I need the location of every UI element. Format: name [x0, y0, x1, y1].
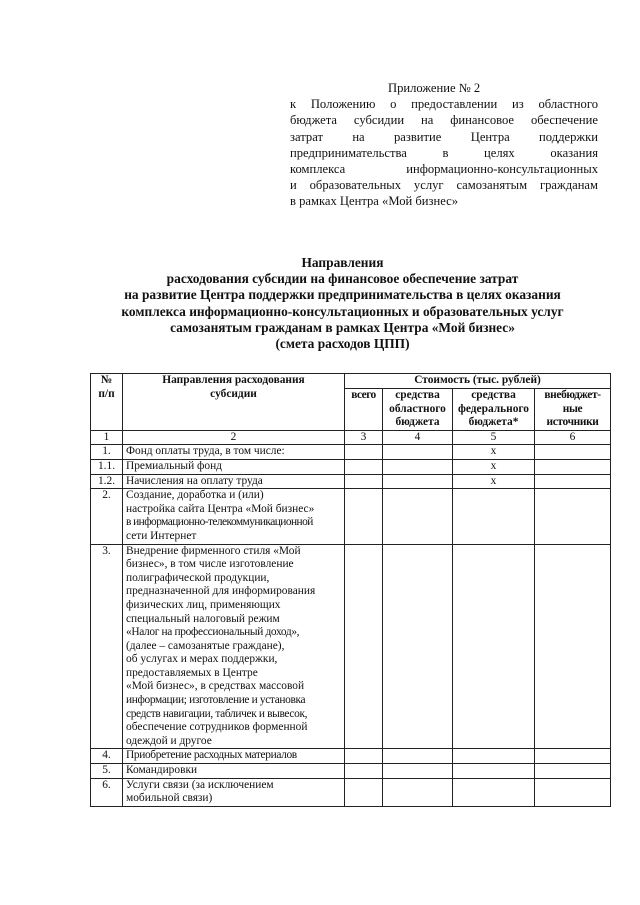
cell-federal [453, 764, 535, 779]
col-number: 1 [91, 430, 123, 445]
cell-federal [453, 778, 535, 806]
header-extra: внебюджет- ные источники [535, 389, 611, 431]
cell-extra [535, 778, 611, 806]
appendix-line: к Положению о предоставлении из областного [290, 97, 598, 112]
cell-regional [383, 489, 453, 544]
row-number: 5. [91, 764, 123, 779]
heading-line: (смета расходов ЦПП) [275, 336, 410, 352]
col-number: 5 [453, 430, 535, 445]
row-description: Внедрение фирменного стиля «Мой бизнес», в том числе изготовление полиграфической продукции, предназначенной для информирования физических лиц, применяющих специальный налоговый режим «Налог на профессиональный доход», (далее – самозанятые граждане), об услугах и мерах поддержки, предоставляемых в Центре «Мой бизнес», в средствах массовой информации; изготовление и установка средств навигации, табличек и вывесок, обеспечение сотрудников форменной одеждой и другое [123, 544, 345, 749]
row-number: 4. [91, 749, 123, 764]
cell-federal: x [453, 445, 535, 460]
table-row [91, 544, 611, 749]
heading-line: комплекса информационно-консультационных и образовательных услуг [121, 303, 564, 319]
table-row [91, 489, 611, 544]
cell-federal [453, 489, 535, 544]
cell-extra [535, 445, 611, 460]
row-description: Начисления на оплату труда [123, 474, 345, 489]
row-number: 2. [91, 489, 123, 544]
row-number: 6. [91, 778, 123, 806]
row-description: Премиальный фонд [123, 459, 345, 474]
row-description: Услуги связи (за исключением мобильной связи) [123, 778, 345, 806]
cell-extra [535, 749, 611, 764]
appendix-line: в рамках Центра «Мой бизнес» [290, 194, 459, 209]
cell-regional [383, 544, 453, 749]
cell-regional [383, 778, 453, 806]
table-row [91, 459, 611, 474]
expense-table [90, 373, 611, 807]
row-number: 1.2. [91, 474, 123, 489]
appendix-line: затрат на развитие Центра поддержки [290, 129, 598, 144]
appendix-line: бюджета субсидии на финансовое обеспечение [290, 113, 598, 128]
cell-federal: x [453, 474, 535, 489]
row-description: Создание, доработка и (или) настройка сайта Центра «Мой бизнес» в информационно-телекоммуникационной сети Интернет [123, 489, 345, 544]
cell-regional [383, 764, 453, 779]
header-cost: Стоимость (тыс. рублей) [345, 374, 611, 389]
table-row [91, 778, 611, 806]
heading-line: самозанятым гражданам в рамках Центра «Мой бизнес» [170, 319, 515, 335]
cell-total [345, 778, 383, 806]
cell-total [345, 459, 383, 474]
cell-regional [383, 474, 453, 489]
document-heading [70, 255, 615, 352]
col-number: 6 [535, 430, 611, 445]
header-direction: Направления расходования субсидии [123, 374, 345, 431]
table-row [91, 749, 611, 764]
appendix-line: и образовательных услуг самозанятым гражданам [290, 178, 598, 193]
appendix-line: предпринимательства в целях оказания [290, 145, 598, 160]
cell-federal: x [453, 459, 535, 474]
col-number: 4 [383, 430, 453, 445]
appendix-title: Приложение № 2 [388, 81, 481, 95]
row-number: 1.1. [91, 459, 123, 474]
cell-extra [535, 459, 611, 474]
header-regional: средства областного бюджета [383, 389, 453, 431]
heading-line: Направления [301, 255, 384, 270]
row-description: Командировки [123, 764, 345, 779]
header-total: всего [345, 389, 383, 431]
appendix-block [290, 80, 598, 210]
appendix-line: комплекса информационно-консультационных [290, 162, 598, 177]
col-number: 3 [345, 430, 383, 445]
cell-regional [383, 445, 453, 460]
table-row [91, 764, 611, 779]
table-row [91, 474, 611, 489]
cell-regional [383, 749, 453, 764]
cell-federal [453, 544, 535, 749]
cell-extra [535, 474, 611, 489]
col-number: 2 [123, 430, 345, 445]
cell-regional [383, 459, 453, 474]
cell-extra [535, 489, 611, 544]
cell-total [345, 764, 383, 779]
cell-extra [535, 764, 611, 779]
cell-total [345, 544, 383, 749]
heading-line: расходования субсидии на финансовое обеспечение затрат [166, 271, 519, 287]
cell-extra [535, 544, 611, 749]
header-num: № п/п [91, 374, 123, 431]
cell-total [345, 474, 383, 489]
row-number: 3. [91, 544, 123, 749]
cell-total [345, 445, 383, 460]
cell-total [345, 489, 383, 544]
cell-total [345, 749, 383, 764]
header-federal: средства федерального бюджета* [453, 389, 535, 431]
row-description: Фонд оплаты труда, в том числе: [123, 445, 345, 460]
cell-federal [453, 749, 535, 764]
row-description: Приобретение расходных материалов [123, 749, 345, 764]
heading-line: на развитие Центра поддержки предпринимательства в целях оказания [124, 287, 561, 303]
table-row [91, 445, 611, 460]
row-number: 1. [91, 445, 123, 460]
